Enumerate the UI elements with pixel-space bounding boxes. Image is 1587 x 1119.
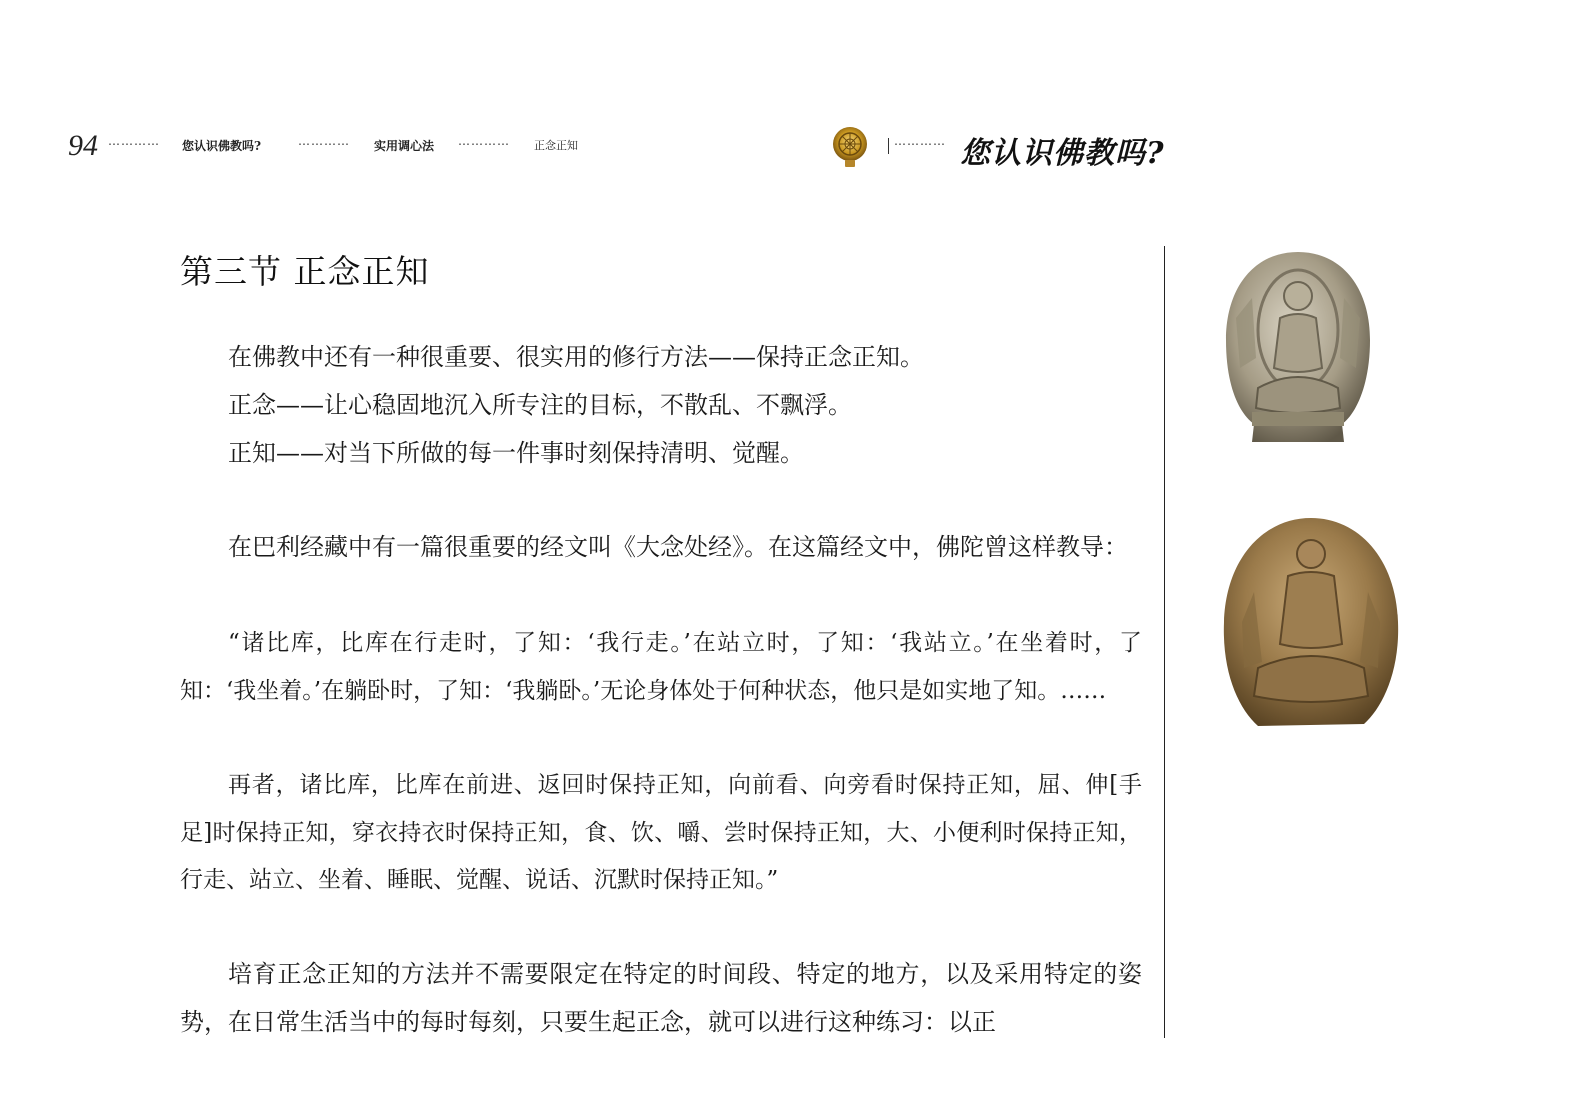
- sutra-quote: [180, 620, 1142, 715]
- sutra-quote: [180, 762, 1142, 905]
- buddha-plaque-image: [1218, 512, 1404, 734]
- intro-line: 在佛教中还有一种很重要、很实用的修行方法——保持正念正知。: [228, 343, 924, 371]
- intro-line: 正念——让心稳固地沉入所专注的目标，不散乱、不飘浮。: [228, 391, 852, 419]
- header-separator: [888, 138, 889, 154]
- leader-dots: …………: [894, 134, 946, 148]
- quote-paragraph-2: 再者，诸比库，比库在前进、返回时保持正知，向前看、向旁看时保持正知，屈、伸[手足]时保持正知，穿衣持衣时保持正知，食、饮、嚼、尝时保持正知，大、小便利时保持正知，行走、站立、坐着、睡眠、觉醒、说话、沉默时保持正知。”: [180, 772, 1142, 893]
- section-crumb: 正念正知: [534, 139, 578, 152]
- intro-line: 正知——对当下所做的每一件事时刻保持清明、觉醒。: [228, 439, 804, 467]
- leader-dots: …………: [298, 134, 350, 148]
- buddha-relief-image: [1222, 248, 1374, 448]
- quote-paragraph-1: “诸比库，比库在行走时，了知：‘我行走。’在站立时，了知：‘我站立。’在坐着时，了知：‘我坐着。’在躺卧时，了知：‘我躺卧。’无论身体处于何种状态，他只是如实地了知。……: [180, 630, 1142, 704]
- closing-paragraph: 培育正念正知的方法并不需要限定在特定的时间段、特定的地方，以及采用特定的姿势，在日常生活当中的每时每刻，只要生起正念，就可以进行这种练习：以正: [180, 960, 1142, 1036]
- section-title: 第三节 正念正知: [180, 252, 430, 291]
- book-title-crumb: 您认识佛教吗?: [182, 139, 262, 153]
- brand-title: 您认识佛教吗?: [960, 136, 1165, 171]
- dharma-wheel-icon: [830, 125, 870, 169]
- page-number: 94: [68, 129, 98, 162]
- leader-dots: …………: [458, 134, 510, 148]
- sutra-intro: 在巴利经藏中有一篇很重要的经文叫《大念处经》。在这篇经文中，佛陀曾这样教导：: [228, 533, 1128, 561]
- leader-dots: …………: [108, 134, 160, 148]
- running-header: [68, 128, 1188, 171]
- chapter-crumb: 实用调心法: [374, 139, 435, 153]
- body-paragraph: [180, 951, 1142, 1046]
- body-paragraph: [180, 524, 1142, 572]
- column-divider: [1164, 246, 1165, 1038]
